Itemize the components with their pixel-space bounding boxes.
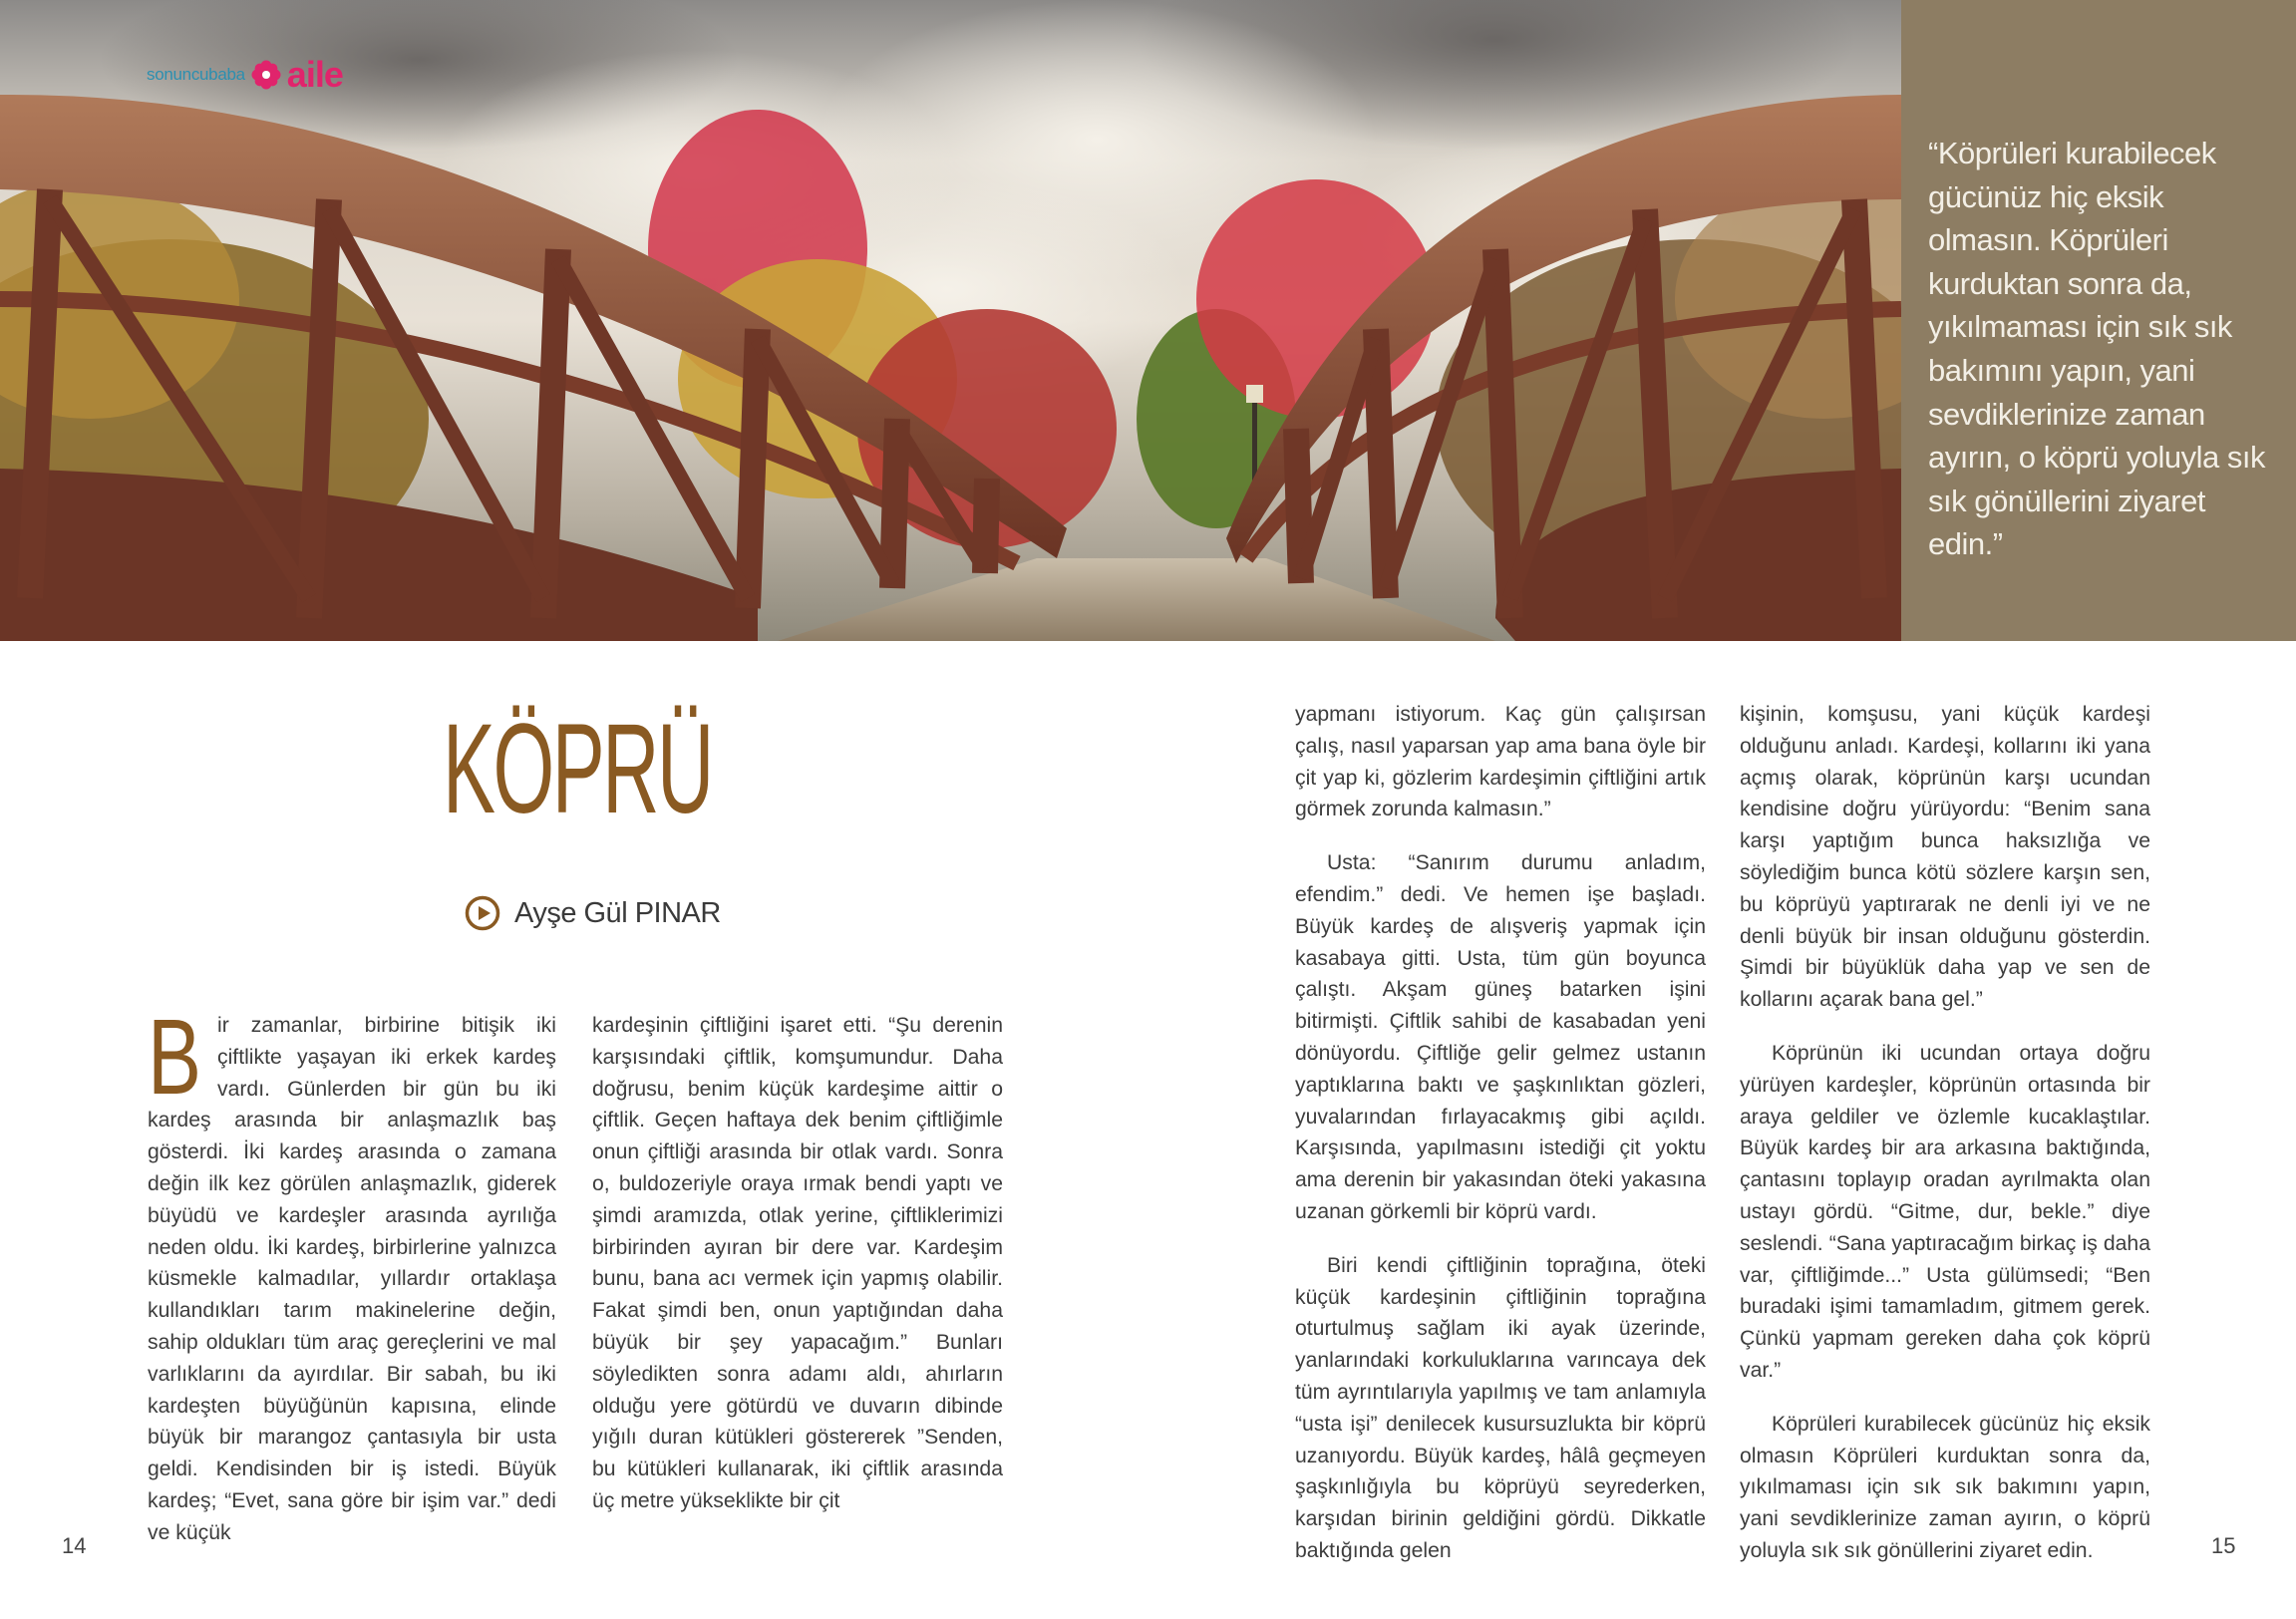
page-number-left: 14 bbox=[62, 1533, 87, 1558]
article-column-4 bbox=[1740, 699, 2150, 1567]
logo-small-text: sonuncubaba bbox=[147, 65, 245, 84]
author-byline bbox=[465, 895, 721, 931]
logo-big-text: aile bbox=[286, 54, 343, 95]
page-number-right: 15 bbox=[2211, 1533, 2236, 1558]
hero-bridge-photo bbox=[0, 0, 1901, 641]
column-4-paragraph-1: kişinin, komşusu, yani küçük kardeşi olduğunu anladı. Kardeşi, kollarını iki yana açmış olarak, köprünün karşı ucundan kendisine doğru yürüyordu: “Benim sana karşı yaptığım bunca haksızlığa ve söylediğim bunca kötü sözlere karşın sen, bu köprüyü yaptırarak ne denli iyi ve ne denli büyük bir insan olduğunu gösterdin. Şimdi bir büyüklük daha yap ve sen de kollarını açarak bana gel.” bbox=[1740, 703, 2150, 1012]
column-3-paragraph-2: Usta: “Sanırım durumu anladım, efendim.” dedi. Ve hemen işe başladı. Büyük kardeş de alışveriş yapmak için kasabaya gitti. Usta, tüm gün boyunca çalıştı. Akşam güneş batarken işini bitirmişti. Çiftlik sahibi de kasabadan yeni dönüyordu. Çiftliğe gelir gelmez ustanın yaptıklarına baktı ve şaşkınlıktan gözleri, yuvalarından fırlayacakmış gibi açıldı. Karşısında, yapılmasını istediği çit yoktu ama derenin bir yakasından öteki yakasına uzanan görkemli bir köprü vardı. bbox=[1295, 851, 1706, 1223]
article-column-3 bbox=[1295, 699, 1706, 1567]
drop-cap: B bbox=[148, 996, 202, 1117]
column-3-paragraph-1: yapmanı istiyorum. Kaç gün çalışırsan çalış, nasıl yaparsan yap ama bana öyle bir çit yap ki, gözlerim kardeşimin çiftliğini artık görmek zorunda kalmasın.” bbox=[1295, 703, 1706, 821]
magazine-logo bbox=[147, 54, 343, 95]
column-3-paragraph-3: Biri kendi çiftliğinin toprağına, öteki küçük kardeşinin çiftliğinin toprağına oturtulmuş sağlam iki ayak üzerinde, yanlarındaki korkuluklarına varıncaya dek tüm ayrıntılarıyla yapılmış ve tam anlamıyla “usta işi” denilecek kusursuzlukta bir köprü uzanıyordu. Büyük kardeş, hâlâ geçmeyen şaşkınlığıyla bu köprüyü seyrederken, karşıdan birinin geldiğini gördü. Dikkatle baktığında gelen bbox=[1295, 1253, 1706, 1562]
column-2-text: kardeşinin çiftliğini işaret etti. “Şu derenin karşısındaki çiftlik, komşumundur. Daha doğrusu, benim küçük kardeşime aittir o çiftlik. Geçen haftaya dek benim çiftliğimle onun çiftliği arasında bir otlak vardı. Sonra o, buldozeriyle oraya ırmak bendi yaptı ve şimdi aramızda, otlak yerine, çiftliklerimizi birbirinden ayıran bir dere var. Kardeşim bunu, bana acı vermek için yapmış olabilir. Fakat şimdi ben, onun yaptığından daha büyük bir şey yapacağım.” Bunları söyledikten sonra adamı aldı, ahırların olduğu yere götürdü ve duvarın dibinde yığılı duran kütükleri göstererek ”Senden, bu kütükleri kullanarak, iki çiftlik arasında üç metre yükseklikte bir çit bbox=[592, 1014, 1003, 1512]
pull-quote: “Köprüleri kurabilecek gücünüz hiç eksik olmasın. Köprüleri kurduktan sonra da, yıkılmaması için sık sık bakımını yapın, yani sevdiklerinize zaman ayırın, o köprü yoluyla sık sık gönüllerini ziyaret edin.” bbox=[1928, 136, 2265, 562]
flower-icon bbox=[251, 60, 281, 90]
article-column-1 bbox=[148, 996, 556, 1549]
column-4-paragraph-3: Köprüleri kurabilecek gücünüz hiç eksik olmasın Köprüleri kurduktan sonra da, yıkılmaması için sık sık bakımını yapın, yani sevdiklerinize zaman ayırın, o köprü yoluyla sık sık gönüllerini ziyaret edin. bbox=[1740, 1412, 2150, 1562]
play-circle-icon bbox=[465, 895, 500, 931]
article-title: KÖPRÜ bbox=[443, 698, 712, 840]
article-column-2 bbox=[592, 1010, 1003, 1517]
column-4-paragraph-2: Köprünün iki ucundan ortaya doğru yürüyen kardeşler, köprünün ortasında bir araya geldiler ve özlemle kucaklaştılar. Büyük kardeş bir ara arkasına baktığında, çantasını toplayıp oradan ayrılmakta olan ustayı gördü. “Gitme, dur, bekle.” diye seslendi. “Sana yaptıracağım birkaç iş daha var, çiftliğimde...” Usta gülümsedi; “Ben buradaki işimi tamamladım, gitmem gerek. Çünkü yapmam gereken daha çok köprü var.” bbox=[1740, 1041, 2150, 1382]
author-name: Ayşe Gül PINAR bbox=[514, 896, 721, 929]
column-1-text: ir zamanlar, birbirine bitişik iki çiftlikte yaşayan iki erkek kardeş vardı. Günlerden bir gün bu iki kardeş arasında bir anlaşmazlık baş gösterdi. İki kardeş arasında o zamana değin ilk kez görülen anlaşmazlık, giderek büyüdü ve kardeşler arasında ayrılığa neden oldu. İki kardeş, birbirlerine yalnızca küsmekle kalmadılar, yıllardır ortaklaşa kullandıkları tarım makinelerine değin, sahip oldukları tüm araç gereçlerini ve mal varlıklarını da ayırdılar. Bir sabah, bu iki kardeşten büyüğünün kapısına, elinde büyük bir marangoz çantasıyla bir usta geldi. Kendisinden bir iş istedi. Büyük kardeş; “Evet, sana göre bir işim var.” dedi ve küçük bbox=[148, 1014, 556, 1544]
bridge-illustration bbox=[0, 0, 1901, 641]
